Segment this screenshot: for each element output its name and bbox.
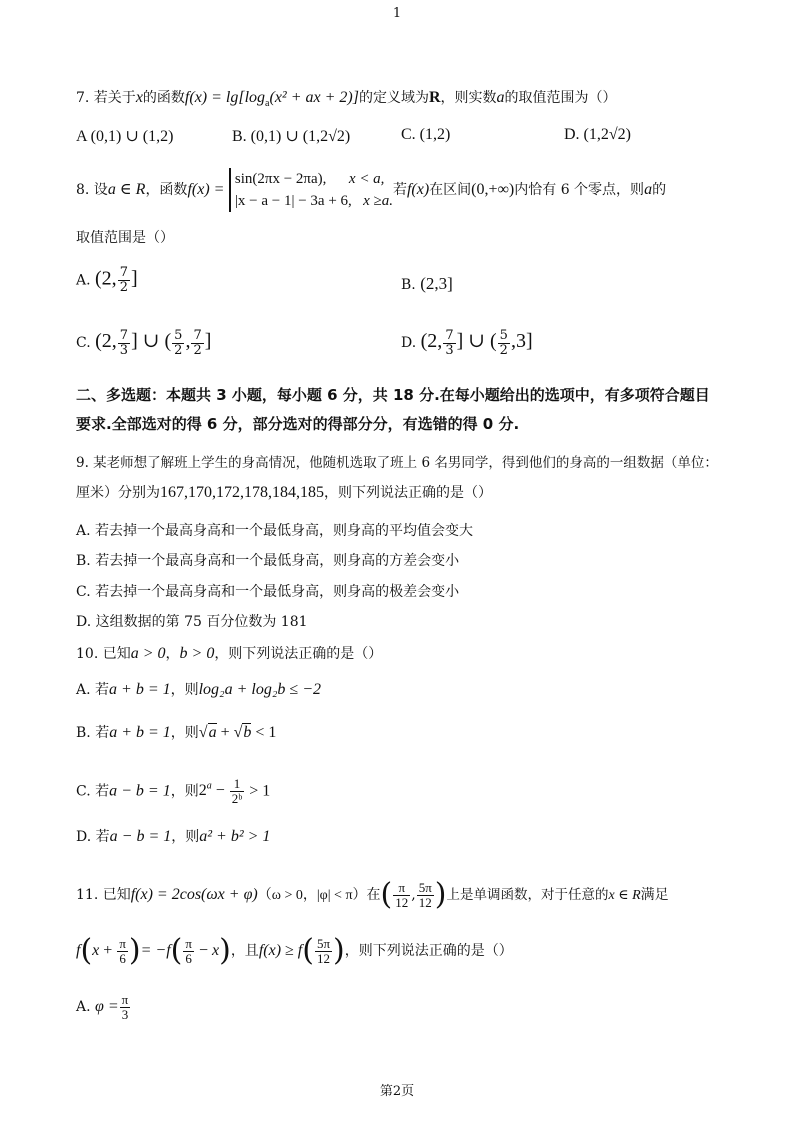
q7-R: R — [428, 89, 441, 106]
q7-option-a: A (0,1) ∪ (1,2) — [76, 128, 174, 145]
q10-sep: ， — [165, 646, 180, 662]
q8-option-c: C. (2, $\frac{7}{3}$ ] ∪ ( $\frac{5}{2}$ , $\frac{7}{2}$ ] — [76, 327, 212, 358]
q9-option-a: A. 若去掉一个最高身高和一个最低身高，则身高的平均值会变大 — [76, 523, 474, 539]
q9-data: 167,170,172,178,184,185 — [160, 484, 324, 501]
q7-option-d: D. (1,2√2) — [564, 126, 631, 143]
q11-x: x ∈ R — [608, 888, 641, 903]
question-8-stem — [76, 168, 726, 212]
question-9-line2 — [76, 483, 726, 503]
q8-case2-expr: |x − a − 1| − 3a + 6, — [234, 193, 352, 209]
q10-cond1: a > 0 — [130, 645, 166, 662]
q8-stem-line2: 取值范围是（） — [76, 230, 174, 246]
q11-mono: 上是单调函数，对于任意的 — [446, 887, 609, 903]
q7-var: x — [135, 89, 143, 106]
q11-func: f(x) = 2cos(ωx + φ) — [130, 886, 258, 903]
q7-mid: 的函数 — [142, 90, 185, 106]
q11-cond2: |φ| < π） — [316, 888, 367, 903]
q10-option-c: C. 若a − b = 1，则$2^a$ − $\frac{1}{\text{2ᵇ}}$ > 1 — [76, 775, 271, 806]
q8-option-d: D. (2, $\frac{7}{3}$ ] ∪ ( $\frac{5}{2}$ ,3] — [401, 327, 533, 358]
page-number-top: 1 — [392, 6, 402, 21]
q10-option-b: B. 若a + b = 1，则√a + √b < 1 — [76, 724, 277, 741]
question-10-stem — [76, 644, 726, 664]
q11-cond1: （ω > 0， — [257, 888, 317, 903]
q10-cond2: b > 0 — [179, 645, 215, 662]
q8-a: a — [644, 181, 653, 198]
q7-option-b: B. (0,1) ∪ (1,2√2) — [232, 128, 351, 145]
q8-interval-lead: 在区间 — [429, 182, 472, 198]
q8-after: 若 — [392, 182, 407, 198]
q10-prefix: 10. 已知 — [76, 646, 131, 662]
q8-cond: a ∈ R — [107, 181, 146, 198]
q8-option-a: A. (2, $\frac{7}{2}$ ] — [76, 265, 138, 295]
q10-option-d: D. 若a − b = 1，则a² + b² > 1 — [76, 828, 271, 845]
q7-suffix: 的定义域为 — [358, 90, 429, 106]
q11-interval-left: $\frac{\pi}{12}$ — [395, 879, 409, 910]
q7-option-c: C. (1,2) — [401, 126, 451, 143]
q7-a: a — [496, 89, 505, 106]
q7-end: ，则实数 — [440, 90, 497, 106]
q8-prefix: 8. 设 — [76, 182, 108, 198]
q8-func: f(x) = — [187, 181, 225, 198]
q9-option-d: D. 这组数据的第 75 百分位数为 181 — [76, 614, 308, 630]
q7-tail: 的取值范围为（） — [504, 90, 617, 106]
q11-tail: 满足 — [640, 887, 669, 903]
page-footer: 第2页 — [379, 1084, 415, 1099]
q11-in: 在 — [366, 887, 381, 903]
q9-option-c: C. 若去掉一个最高身高和一个最低身高，则身高的极差会变小 — [76, 584, 460, 600]
q10-option-a: A. 若a + b = 1，则log₂a + log₂b ≤ −2 — [76, 681, 321, 698]
q9-suffix: ，则下列说法正确的是（） — [324, 485, 492, 501]
q8-fx: f(x) — [406, 181, 430, 198]
q8-func-lead: ，函数 — [145, 182, 188, 198]
q8-end: 内恰有 6 个零点，则 — [514, 182, 645, 198]
q11-option-a: A. φ = $\frac{\pi}{3}$ — [76, 991, 129, 1022]
q9-option-b: B. 若去掉一个最高身高和一个最低身高，则身高的方差会变小 — [76, 553, 460, 569]
q8-interval: (0,+∞) — [471, 181, 515, 198]
q8-case2-cond: x ≥a. — [363, 193, 393, 209]
section-2-heading-line2: 要求.全部选对的得 6 分，部分选对的得部分分，有选错的得 0 分. — [76, 415, 520, 433]
question-11-line2: f(x + $\frac{\pi}{6}$ )= −f( $\frac{\pi}{6}$ − x)，且f(x) ≥ f( $\frac{5\pi}{12}$ )，则下列说法正确的是（） — [76, 933, 513, 968]
q7-prefix: 7. 若关于 — [76, 90, 136, 106]
q11-interval-right: $\frac{5\pi}{12}$ — [418, 879, 432, 910]
q8-case1-expr: sin(2πx − 2πa), — [234, 171, 327, 187]
question-11-stem: 11. 已知f(x) = 2cos(ωx + φ)（ω > 0，|φ| < π）在( $\frac{\pi}{12}$ , $\frac{5\pi}{12}$ )上是单调函数，对于任意的x ∈ R满足 — [76, 877, 669, 912]
q8-tail: 的 — [652, 182, 667, 198]
q8-case1-cond: x < a, — [348, 171, 385, 187]
q8-piecewise — [229, 168, 393, 212]
q9-prefix: 厘米）分别为 — [76, 485, 160, 501]
question-9-line1: 9. 某老师想了解班上学生的身高情况，他随机选取了班上 6 名男同学，得到他们的身高的一组数据（单位： — [76, 455, 718, 471]
q7-function: $f(x) = \lg[\log_a(x^2$ + ax + 2)] — [184, 89, 359, 110]
q11-prefix: 11. 已知 — [76, 887, 131, 903]
section-2-heading-line1: 二、多选题：本题共 3 小题，每小题 6 分，共 18 分.在每小题给出的选项中，有多项符合题目 — [76, 386, 710, 404]
q8-option-b: B. (2,3] — [401, 274, 453, 293]
question-7-stem — [76, 88, 726, 114]
q10-tail: ，则下列说法正确的是（） — [214, 646, 383, 662]
